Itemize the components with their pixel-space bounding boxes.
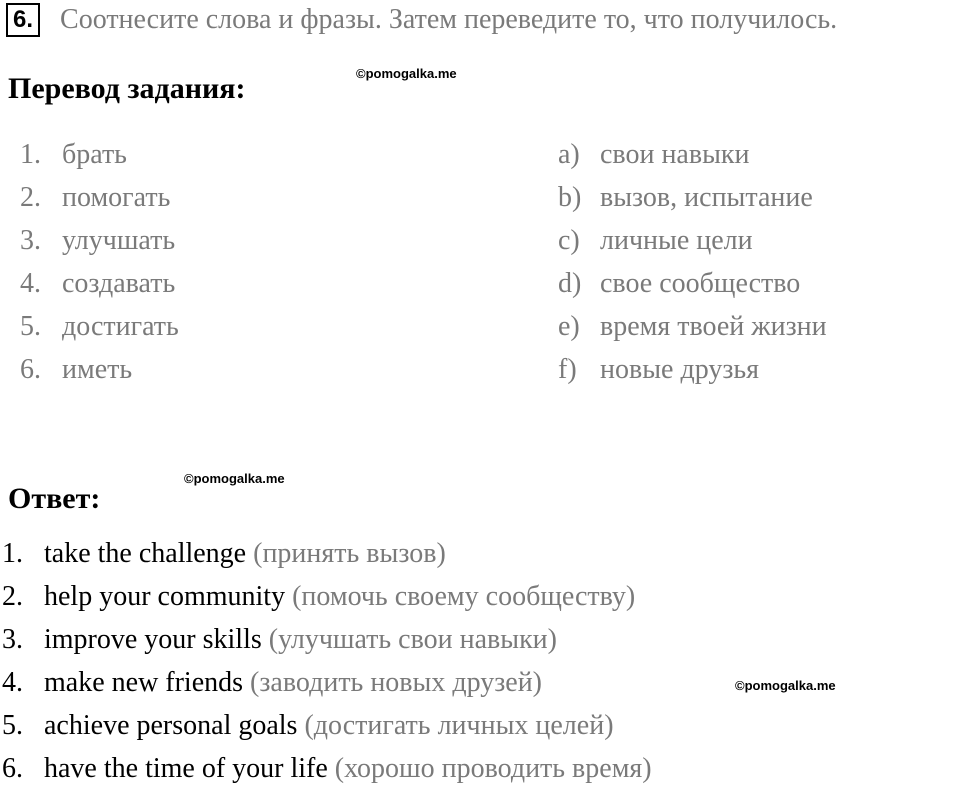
translation-heading: Перевод задания:	[8, 72, 246, 105]
item-text: брать	[62, 139, 127, 170]
list-item	[20, 133, 179, 176]
list-item	[20, 348, 179, 391]
item-text: улучшать	[62, 225, 176, 256]
list-item	[20, 176, 179, 219]
answer-english: help your community	[44, 581, 286, 612]
item-marker: 6.	[2, 753, 23, 784]
item-marker: 3.	[2, 624, 23, 655]
item-text: вызов, испытание	[600, 182, 813, 213]
list-item	[558, 176, 827, 219]
answer-item	[2, 575, 652, 618]
item-text: достигать	[62, 311, 179, 342]
answer-russian: (достигать личных целей)	[304, 710, 614, 741]
item-marker: 5.	[2, 710, 23, 741]
item-text: новые друзья	[600, 354, 760, 385]
answer-english: improve your skills	[44, 624, 262, 655]
list-item	[20, 305, 179, 348]
list-item	[558, 219, 827, 262]
task-header	[6, 3, 837, 37]
answer-english: achieve personal goals	[44, 710, 298, 741]
answer-russian: (улучшать свои навыки)	[268, 624, 557, 655]
list-item	[20, 262, 179, 305]
list-item	[558, 348, 827, 391]
item-marker: 2.	[20, 182, 41, 213]
answer-item	[2, 618, 652, 661]
left-word-list	[20, 133, 179, 391]
item-marker: b)	[558, 182, 582, 213]
answer-item	[2, 661, 652, 704]
item-marker: a)	[558, 139, 580, 170]
item-marker: 3.	[20, 225, 41, 256]
answer-english: have the time of your life	[44, 753, 328, 784]
list-item	[558, 262, 827, 305]
item-text: помогать	[62, 182, 171, 213]
answer-russian: (помочь своему сообществу)	[292, 581, 636, 612]
answer-list	[2, 532, 652, 790]
item-text: личные цели	[600, 225, 753, 256]
item-marker: f)	[558, 354, 577, 385]
answer-item	[2, 747, 652, 790]
item-marker: 4.	[2, 667, 23, 698]
answer-russian: (принять вызов)	[253, 538, 446, 569]
item-text: свое сообщество	[600, 268, 801, 299]
answer-english: take the challenge	[44, 538, 247, 569]
right-phrase-list	[558, 133, 827, 391]
list-item	[558, 305, 827, 348]
answer-russian: (хорошо проводить время)	[334, 753, 652, 784]
item-marker: 1.	[2, 538, 23, 569]
item-marker: 2.	[2, 581, 23, 612]
watermark: ©pomogalka.me	[735, 678, 836, 693]
answer-item	[2, 532, 652, 575]
item-marker: 6.	[20, 354, 41, 385]
answer-heading: Ответ:	[8, 482, 101, 515]
watermark: ©pomogalka.me	[184, 471, 285, 486]
task-number: 6.	[6, 3, 40, 37]
answer-russian: (заводить новых друзей)	[250, 667, 543, 698]
item-text: создавать	[62, 268, 176, 299]
item-marker: c)	[558, 225, 580, 256]
list-item	[558, 133, 827, 176]
item-marker: 4.	[20, 268, 41, 299]
watermark: ©pomogalka.me	[356, 66, 457, 81]
item-marker: d)	[558, 268, 582, 299]
item-marker: e)	[558, 311, 580, 342]
task-instruction: Соотнесите слова и фразы. Затем переведите то, что получилось.	[60, 4, 838, 35]
item-marker: 1.	[20, 139, 41, 170]
item-marker: 5.	[20, 311, 41, 342]
item-text: время твоей жизни	[600, 311, 827, 342]
item-text: свои навыки	[600, 139, 750, 170]
list-item	[20, 219, 179, 262]
answer-english: make new friends	[44, 667, 244, 698]
item-text: иметь	[62, 354, 133, 385]
answer-item	[2, 704, 652, 747]
